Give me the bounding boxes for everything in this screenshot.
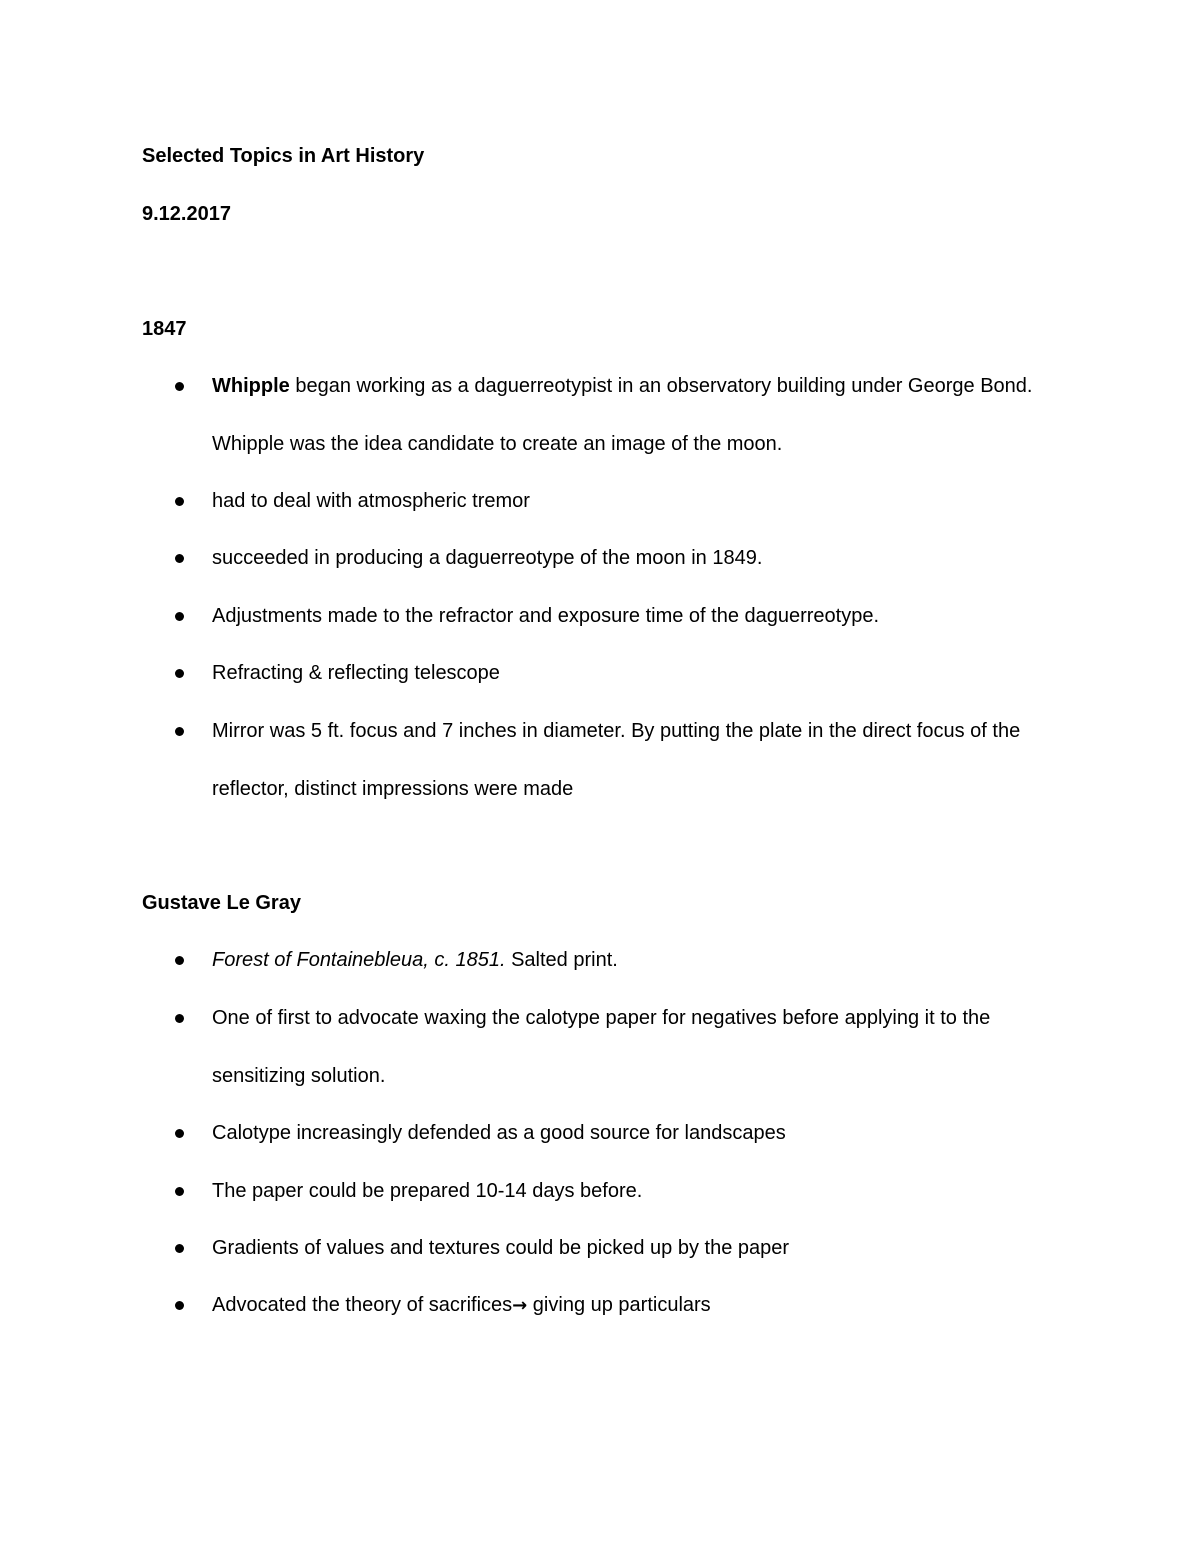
bullet-icon bbox=[175, 1129, 184, 1138]
bullet-icon bbox=[175, 1301, 184, 1310]
list-item bbox=[172, 473, 1072, 531]
bullet-icon bbox=[175, 1014, 184, 1023]
list-item-text: One of first to advocate waxing the calotype paper for negatives before applying it to the sensitizing solution. bbox=[212, 1007, 991, 1087]
course-title: Selected Topics in Art History bbox=[142, 145, 425, 167]
list-item bbox=[172, 530, 1072, 588]
list-item bbox=[172, 1277, 1072, 1335]
list-item-text: Refracting & reflecting telescope bbox=[212, 662, 500, 684]
list-item-body: began working as a daguerreotypist in an observatory building under George Bond. Whipple was the idea candidate to create an image of the moon. bbox=[212, 375, 1033, 455]
list-item bbox=[172, 358, 1072, 473]
bullet-icon bbox=[175, 382, 184, 391]
list-item bbox=[172, 1220, 1072, 1278]
list-item-text: succeeded in producing a daguerreotype of the moon in 1849. bbox=[212, 547, 763, 569]
bullet-icon bbox=[175, 612, 184, 621]
bullet-icon bbox=[175, 669, 184, 678]
list-item bbox=[172, 1163, 1072, 1221]
document-date: 9.12.2017 bbox=[142, 203, 231, 225]
bullet-icon bbox=[175, 1187, 184, 1196]
list-item bbox=[172, 588, 1072, 646]
list-item-body-continued: giving up particulars bbox=[527, 1294, 711, 1316]
list-item bbox=[172, 703, 1072, 818]
list-item-text: had to deal with atmospheric tremor bbox=[212, 490, 530, 512]
right-arrow-icon: → bbox=[512, 1295, 528, 1316]
artwork-title: Forest of Fontainebleua, c. 1851. bbox=[212, 949, 506, 971]
bullet-icon bbox=[175, 1244, 184, 1253]
list-item-body: Advocated the theory of sacrifices bbox=[212, 1294, 513, 1316]
list-item-text: Calotype increasingly defended as a good source for landscapes bbox=[212, 1122, 786, 1144]
bullet-icon bbox=[175, 956, 184, 965]
list-item bbox=[172, 932, 1072, 990]
list-item bbox=[172, 645, 1072, 703]
section-heading-gustave-le-gray: Gustave Le Gray bbox=[142, 892, 301, 914]
list-item-text bbox=[212, 932, 1072, 990]
list-item-text: Adjustments made to the refractor and exposure time of the daguerreotype. bbox=[212, 605, 880, 627]
list-item-text: The paper could be prepared 10-14 days before. bbox=[212, 1180, 643, 1202]
list-item-body: Salted print. bbox=[505, 949, 618, 971]
bullet-icon bbox=[175, 497, 184, 506]
list-item-bold-lead: Whipple bbox=[212, 375, 290, 397]
section-heading-1847: 1847 bbox=[142, 318, 187, 340]
bullet-icon bbox=[175, 727, 184, 736]
list-item bbox=[172, 1105, 1072, 1163]
list-item-text: Mirror was 5 ft. focus and 7 inches in diameter. By putting the plate in the direct focus of the reflector, distinct impressions were made bbox=[212, 720, 1021, 800]
list-item-text bbox=[212, 358, 1072, 473]
list-item-text bbox=[212, 1277, 1072, 1335]
list-item-text: Gradients of values and textures could be picked up by the paper bbox=[212, 1237, 790, 1259]
list-item bbox=[172, 990, 1072, 1105]
bullet-icon bbox=[175, 554, 184, 563]
